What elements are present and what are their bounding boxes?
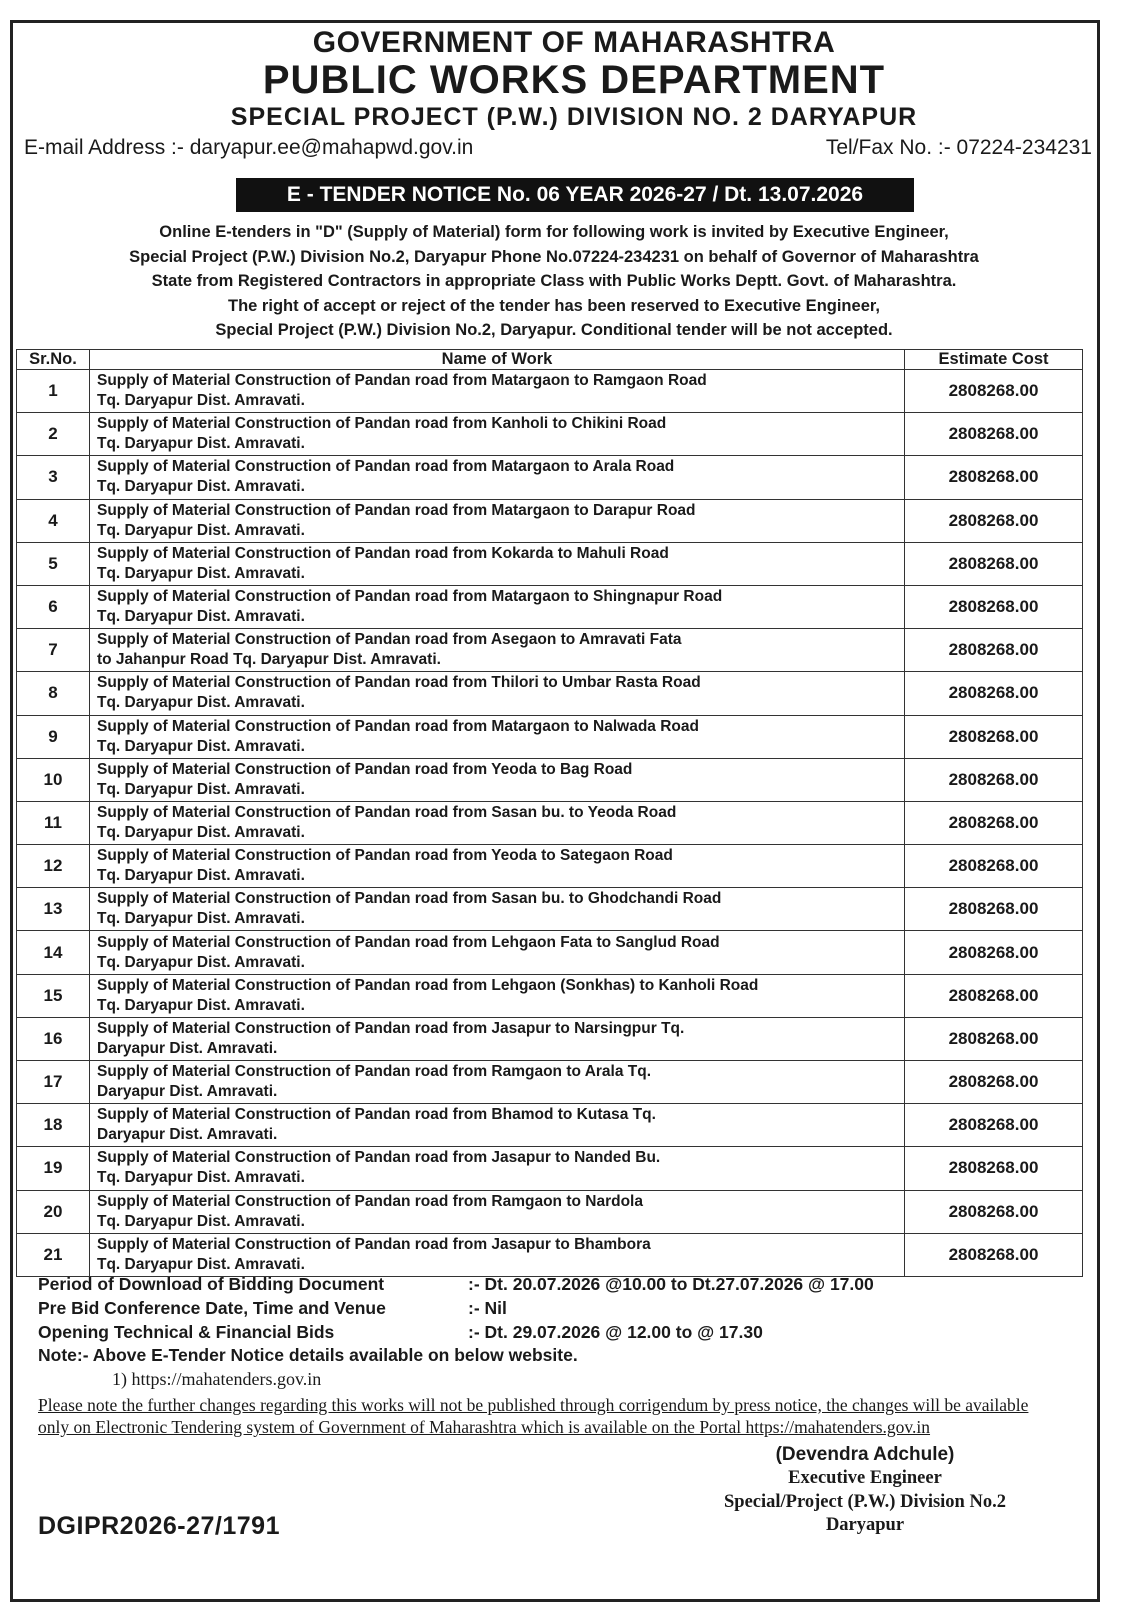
table-row — [17, 888, 1083, 931]
signatory-place: Daryapur — [825, 1515, 905, 1535]
estimate-cost-cell: 2808268.00 — [905, 456, 1083, 499]
intro-line: State from Registered Contractors in appropriate Class with Public Works Deptt. Govt. of Maharashtra. — [151, 272, 957, 291]
work-name-cell — [90, 1061, 905, 1104]
signatory-name: (Devendra Adchule) — [775, 1444, 955, 1465]
work-name-line: Supply of Material Construction of Pandan road from Yeoda to Bag Road — [97, 760, 633, 778]
work-name-line: Tq. Daryapur Dist. Amravati. — [97, 1255, 305, 1273]
dgipr-code: DGIPR2026-27/1791 — [38, 1512, 280, 1540]
table-row — [17, 845, 1083, 888]
intro-line: Special Project (P.W.) Division No.2, Daryapur. Conditional tender will be not accepted. — [215, 321, 893, 340]
table-row — [17, 758, 1083, 801]
estimate-cost-cell: 2808268.00 — [905, 1104, 1083, 1147]
sr-no-cell: 2 — [17, 413, 90, 456]
work-name-line: Daryapur Dist. Amravati. — [97, 1126, 278, 1144]
work-name-line: Supply of Material Construction of Pandan road from Matargaon to Arala Road — [97, 458, 675, 476]
work-name-line: Tq. Daryapur Dist. Amravati. — [97, 1169, 305, 1187]
table-row — [17, 715, 1083, 758]
corrigendum-note: Please note the further changes regarding this works will not be published through corrigendum by press notice, the changes will be available only on Electronic Tendering system of Government of Maharashtra which is available on the Portal https://mahatenders.gov.in — [38, 1395, 1029, 1437]
work-name-line: Tq. Daryapur Dist. Amravati. — [97, 608, 305, 626]
work-name-cell — [90, 845, 905, 888]
work-name-cell — [90, 888, 905, 931]
table-row — [17, 629, 1083, 672]
work-name-cell — [90, 1147, 905, 1190]
sr-no-cell: 13 — [17, 888, 90, 931]
work-name-line: Supply of Material Construction of Pandan road from Lehgaon (Sonkhas) to Kanholi Road — [97, 976, 759, 994]
work-name-line: Supply of Material Construction of Pandan road from Matargaon to Shingnapur Road — [97, 588, 723, 606]
work-name-line: Tq. Daryapur Dist. Amravati. — [97, 953, 305, 971]
work-name-line: Tq. Daryapur Dist. Amravati. — [97, 478, 305, 496]
table-row — [17, 974, 1083, 1017]
work-name-line: Supply of Material Construction of Pandan road from Matargaon to Nalwada Road — [97, 717, 699, 735]
table-row — [17, 456, 1083, 499]
email-address: E-mail Address :- daryapur.ee@mahapwd.gov.in — [24, 136, 474, 159]
work-name-line: Supply of Material Construction of Pandan road from Matargaon to Ramgaon Road — [97, 372, 707, 390]
sr-no-cell: 12 — [17, 845, 90, 888]
work-name-line: Tq. Daryapur Dist. Amravati. — [97, 564, 305, 582]
work-name-cell — [90, 413, 905, 456]
work-name-line: Tq. Daryapur Dist. Amravati. — [97, 1212, 305, 1230]
table-row — [17, 413, 1083, 456]
table-row — [17, 370, 1083, 413]
tender-notice-banner: E - TENDER NOTICE No. 06 YEAR 2026-27 / Dt. 13.07.2026 — [236, 178, 914, 212]
sr-no-cell: 20 — [17, 1190, 90, 1233]
sr-no-cell: 9 — [17, 715, 90, 758]
header-estimate-cost: Estimate Cost — [905, 350, 1083, 370]
work-name-line: Tq. Daryapur Dist. Amravati. — [97, 780, 305, 798]
table-row — [17, 1104, 1083, 1147]
work-name-line: Supply of Material Construction of Pandan road from Jasapur to Bhambora — [97, 1235, 651, 1253]
opening-bids-label: Opening Technical & Financial Bids — [38, 1322, 335, 1342]
estimate-cost-cell: 2808268.00 — [905, 413, 1083, 456]
estimate-cost-cell: 2808268.00 — [905, 585, 1083, 628]
table-row — [17, 542, 1083, 585]
estimate-cost-cell: 2808268.00 — [905, 542, 1083, 585]
sr-no-cell: 3 — [17, 456, 90, 499]
sr-no-cell: 19 — [17, 1147, 90, 1190]
work-name-cell — [90, 931, 905, 974]
work-name-line: Supply of Material Construction of Pandan road from Sasan bu. to Ghodchandi Road — [97, 890, 722, 908]
work-name-line: Supply of Material Construction of Pandan road from Lehgaon Fata to Sanglud Road — [97, 933, 720, 951]
estimate-cost-cell: 2808268.00 — [905, 1233, 1083, 1276]
prebid-label: Pre Bid Conference Date, Time and Venue — [38, 1298, 386, 1318]
intro-line: Special Project (P.W.) Division No.2, Daryapur Phone No.07224-234231 on behalf of Governor of Maharashtra — [129, 247, 979, 266]
intro-paragraph — [20, 220, 1088, 343]
work-name-line: Daryapur Dist. Amravati. — [97, 1039, 278, 1057]
sr-no-cell: 6 — [17, 585, 90, 628]
sr-no-cell: 8 — [17, 672, 90, 715]
sr-no-cell: 7 — [17, 629, 90, 672]
work-name-line: Tq. Daryapur Dist. Amravati. — [97, 521, 305, 539]
prebid-value: :- Nil — [468, 1298, 507, 1318]
table-row — [17, 931, 1083, 974]
signatory-office: Special/Project (P.W.) Division No.2 — [724, 1492, 1006, 1512]
work-name-cell — [90, 1190, 905, 1233]
work-name-cell — [90, 801, 905, 844]
download-period-label: Period of Download of Bidding Document — [38, 1274, 385, 1294]
work-name-line: Supply of Material Construction of Pandan road from Yeoda to Sategaon Road — [97, 847, 673, 865]
work-name-cell — [90, 370, 905, 413]
work-name-cell — [90, 1233, 905, 1276]
sr-no-cell: 15 — [17, 974, 90, 1017]
work-name-line: Supply of Material Construction of Pandan road from Kokarda to Mahuli Road — [97, 544, 669, 562]
website-link[interactable]: 1) https://mahatenders.gov.in — [112, 1369, 322, 1389]
estimate-cost-cell: 2808268.00 — [905, 1017, 1083, 1060]
table-row — [17, 1147, 1083, 1190]
estimate-cost-cell: 2808268.00 — [905, 672, 1083, 715]
work-name-line: Supply of Material Construction of Pandan road from Bhamod to Kutasa Tq. — [97, 1106, 656, 1124]
estimate-cost-cell: 2808268.00 — [905, 974, 1083, 1017]
header-sr-no: Sr.No. — [17, 350, 90, 370]
table-row — [17, 1017, 1083, 1060]
estimate-cost-cell: 2808268.00 — [905, 1061, 1083, 1104]
header-name-of-work: Name of Work — [90, 350, 905, 370]
estimate-cost-cell: 2808268.00 — [905, 931, 1083, 974]
work-name-line: Tq. Daryapur Dist. Amravati. — [97, 737, 305, 755]
table-row — [17, 1190, 1083, 1233]
work-name-line: Supply of Material Construction of Pandan road from Asegaon to Amravati Fata — [97, 631, 682, 649]
sr-no-cell: 10 — [17, 758, 90, 801]
work-name-cell — [90, 585, 905, 628]
estimate-cost-cell: 2808268.00 — [905, 629, 1083, 672]
sr-no-cell: 11 — [17, 801, 90, 844]
work-name-line: Tq. Daryapur Dist. Amravati. — [97, 867, 305, 885]
table-row — [17, 672, 1083, 715]
work-name-cell — [90, 629, 905, 672]
work-name-line: Supply of Material Construction of Pandan road from Thilori to Umbar Rasta Road — [97, 674, 701, 692]
estimate-cost-cell: 2808268.00 — [905, 888, 1083, 931]
table-row — [17, 499, 1083, 542]
table-row — [17, 585, 1083, 628]
signatory-designation: Executive Engineer — [788, 1468, 942, 1488]
table-row — [17, 801, 1083, 844]
department-heading: PUBLIC WORKS DEPARTMENT — [262, 58, 886, 102]
work-name-cell — [90, 974, 905, 1017]
work-name-line: Supply of Material Construction of Pandan road from Ramgaon to Arala Tq. — [97, 1063, 652, 1081]
estimate-cost-cell: 2808268.00 — [905, 845, 1083, 888]
intro-line: Online E-tenders in "D" (Supply of Material) form for following work is invited by Executive Engineer, — [159, 223, 949, 241]
table-row — [17, 1233, 1083, 1276]
download-period-value: :- Dt. 20.07.2026 @10.00 to Dt.27.07.2026 @ 17.00 — [468, 1274, 874, 1294]
division-heading: SPECIAL PROJECT (P.W.) DIVISION NO. 2 DARYAPUR — [230, 103, 918, 131]
sr-no-cell: 18 — [17, 1104, 90, 1147]
table-row — [17, 1061, 1083, 1104]
estimate-cost-cell: 2808268.00 — [905, 801, 1083, 844]
work-name-line: Tq. Daryapur Dist. Amravati. — [97, 435, 305, 453]
work-name-cell — [90, 456, 905, 499]
work-name-cell — [90, 499, 905, 542]
estimate-cost-cell: 2808268.00 — [905, 370, 1083, 413]
sr-no-cell: 21 — [17, 1233, 90, 1276]
opening-bids-value: :- Dt. 29.07.2026 @ 12.00 to @ 17.30 — [468, 1322, 763, 1342]
sr-no-cell: 17 — [17, 1061, 90, 1104]
sr-no-cell: 16 — [17, 1017, 90, 1060]
sr-no-cell: 1 — [17, 370, 90, 413]
work-name-line: Tq. Daryapur Dist. Amravati. — [97, 823, 305, 841]
tel-fax: Tel/Fax No. :- 07224-234231 — [825, 136, 1092, 159]
work-name-line: Daryapur Dist. Amravati. — [97, 1083, 278, 1101]
work-name-line: Supply of Material Construction of Pandan road from Kanholi to Chikini Road — [97, 415, 667, 433]
work-name-line: Tq. Daryapur Dist. Amravati. — [97, 392, 305, 410]
work-name-cell — [90, 1104, 905, 1147]
estimate-cost-cell: 2808268.00 — [905, 1190, 1083, 1233]
work-name-line: Supply of Material Construction of Pandan road from Ramgaon to Nardola — [97, 1192, 643, 1210]
work-name-line: Tq. Daryapur Dist. Amravati. — [97, 694, 305, 712]
estimate-cost-cell: 2808268.00 — [905, 758, 1083, 801]
estimate-cost-cell: 2808268.00 — [905, 1147, 1083, 1190]
sr-no-cell: 14 — [17, 931, 90, 974]
work-name-line: Supply of Material Construction of Pandan road from Matargaon to Darapur Road — [97, 501, 696, 519]
work-name-line: Supply of Material Construction of Pandan road from Jasapur to Narsingpur Tq. — [97, 1019, 685, 1037]
government-heading: GOVERNMENT OF MAHARASHTRA — [312, 26, 836, 59]
work-name-line: Supply of Material Construction of Pandan road from Sasan bu. to Yeoda Road — [97, 803, 677, 821]
table-header-row — [17, 350, 1083, 370]
work-name-line: to Jahanpur Road Tq. Daryapur Dist. Amravati. — [97, 651, 441, 669]
estimate-cost-cell: 2808268.00 — [905, 715, 1083, 758]
work-name-cell — [90, 672, 905, 715]
works-table — [16, 349, 1083, 1277]
intro-line: The right of accept or reject of the tender has been reserved to Executive Engineer, — [228, 296, 880, 315]
work-name-cell — [90, 715, 905, 758]
work-name-cell — [90, 758, 905, 801]
website-note: Note:- Above E-Tender Notice details available on below website. — [38, 1345, 578, 1365]
sr-no-cell: 5 — [17, 542, 90, 585]
work-name-line: Tq. Daryapur Dist. Amravati. — [97, 996, 305, 1014]
work-name-line: Supply of Material Construction of Pandan road from Jasapur to Nanded Bu. — [97, 1149, 661, 1167]
work-name-cell — [90, 1017, 905, 1060]
sr-no-cell: 4 — [17, 499, 90, 542]
estimate-cost-cell: 2808268.00 — [905, 499, 1083, 542]
work-name-line: Tq. Daryapur Dist. Amravati. — [97, 910, 305, 928]
work-name-cell — [90, 542, 905, 585]
